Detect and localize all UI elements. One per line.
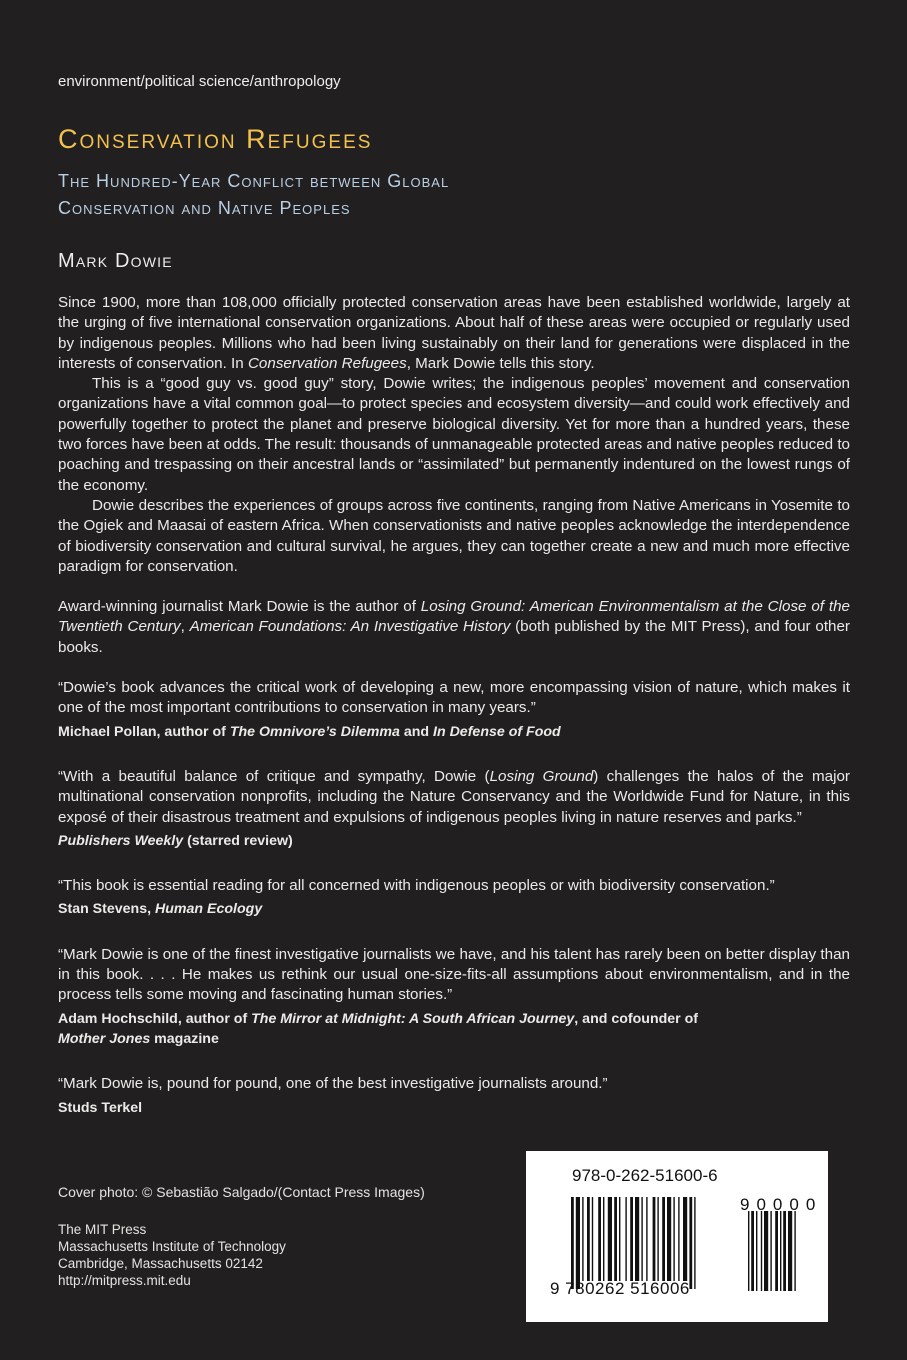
barcode-bar bbox=[694, 1197, 695, 1289]
barcode-bar bbox=[582, 1197, 583, 1281]
description-paragraph-3: Dowie describes the experiences of groups across five continents, ranging from Native Americans in Yosemite to the Ogiek and Maasai of eastern Africa. When conservationists and native peoples acknowledge the interdependence of biodiversity conservation and cultural survival, he argues, they can together create a new and much more effective paradigm for conservation. bbox=[58, 496, 850, 575]
cover-photo-credit: Cover photo: © Sebastião Salgado/(Contact Press Images) bbox=[58, 1184, 425, 1200]
barcode-bar bbox=[619, 1197, 620, 1281]
barcode-bar bbox=[646, 1197, 647, 1281]
subtitle-line-1: The Hundred-Year Conflict between Global bbox=[58, 171, 450, 191]
barcode-bar bbox=[603, 1197, 604, 1281]
review-quote: “Mark Dowie is one of the finest investigative journalists we have, and his talent has rarely been on better display than in this book. . . . He makes us rethink our usual one-size-fits-all assumptions about environmentalism, and in the process tells some moving and fascinating human stories.” bbox=[58, 945, 850, 1004]
publisher-info bbox=[58, 1221, 286, 1289]
book-subtitle bbox=[58, 168, 449, 222]
book-title: Conservation Refugees bbox=[58, 124, 373, 154]
barcode-addon-bar bbox=[783, 1211, 786, 1291]
publisher-institution: Massachusetts Institute of Technology bbox=[58, 1239, 286, 1254]
barcode-bar bbox=[630, 1197, 633, 1281]
barcode-addon-bar bbox=[751, 1211, 754, 1291]
barcode-bar bbox=[625, 1197, 626, 1281]
author-bio: Award-winning journalist Mark Dowie is the author of Losing Ground: American Environmentalism at the Close of the Twentieth Century, American Foundations: An Investigative History (both published by the MIT Press), and four other books. bbox=[58, 598, 850, 656]
barcode-bar bbox=[657, 1197, 658, 1281]
barcode-bar bbox=[592, 1197, 593, 1281]
barcode-addon-bar bbox=[748, 1211, 749, 1291]
barcode-addon-bar bbox=[780, 1211, 781, 1291]
barcode-addon-bar bbox=[775, 1211, 778, 1291]
price-code: 90000 bbox=[740, 1195, 823, 1214]
blurb-body bbox=[58, 293, 850, 1118]
barcode-bar bbox=[635, 1197, 639, 1281]
subject-category: environment/political science/anthropology bbox=[58, 73, 341, 90]
publisher-name: The MIT Press bbox=[58, 1222, 147, 1237]
barcode-bar bbox=[587, 1197, 590, 1281]
barcode-addon-bar bbox=[794, 1211, 795, 1291]
review-quote: “Dowie’s book advances the critical work of developing a new, more encompassing vision of nature, which makes it one of the most important contributions to conservation in many years.” bbox=[58, 679, 850, 717]
barcode-bar bbox=[667, 1197, 671, 1281]
barcode-bar bbox=[598, 1197, 601, 1281]
subtitle-line-2: Conservation and Native Peoples bbox=[58, 198, 351, 218]
barcode-bar bbox=[608, 1197, 612, 1281]
review-attribution: Studs Terkel bbox=[58, 1099, 143, 1116]
review-quote: “With a beautiful balance of critique and sympathy, Dowie (Losing Ground) challenges the halos of the major multinational conservation nonprofits, including the Nature Conservancy and the Worldwide Fund for Nature, in this exposé of their disastrous treatment and expulsions of indigenous peoples living in nature reserves and parks.” bbox=[58, 767, 850, 826]
barcode-bar bbox=[689, 1197, 692, 1289]
review-quote: “Mark Dowie is, pound for pound, one of the best investigative journalists around.” bbox=[58, 1075, 608, 1093]
review-attribution: Michael Pollan, author of The Omnivore’s Dilemma and In Defense of Food bbox=[58, 723, 561, 740]
barcode-bar bbox=[614, 1197, 617, 1281]
review-attribution: Publishers Weekly (starred review) bbox=[58, 832, 293, 849]
barcode-bar bbox=[641, 1197, 642, 1281]
isbn-barcode bbox=[526, 1151, 828, 1322]
barcode-bar bbox=[653, 1197, 656, 1281]
description-paragraph-1: Since 1900, more than 108,000 officially protected conservation areas have been established worldwide, largely at the urging of five international conservation organizations. About half of these areas were occupied or regularly used by indigenous peoples. Millions who had been living sustainably on their land for generations were displaced in the interests of conservation. In Conservation Refugees, Mark Dowie tells this story. bbox=[58, 294, 850, 372]
barcode-addon-bar bbox=[770, 1211, 771, 1291]
description-paragraph-2: This is a “good guy vs. good guy” story, Dowie writes; the indigenous peoples’ movement and conservation organizations have a vital common goal—to protect species and ecosystem diversity—and could work effectively and powerfully together to protect the planet and preserve biological diversity. Yet for more than a hundred years, these two forces have been at odds. The result: thousands of unmanageable protected areas and native peoples reduced to poaching and trespassing on their ancestral lands or “assimilated” but permanently indentured on the lowest rungs of the economy. bbox=[58, 375, 850, 494]
publisher-url: http://mitpress.mit.edu bbox=[58, 1273, 191, 1288]
barcode-digits: 9 780262 516006 bbox=[550, 1279, 690, 1298]
barcode-bar bbox=[673, 1197, 674, 1281]
barcode-bar bbox=[662, 1197, 665, 1281]
barcode-bar bbox=[683, 1197, 687, 1281]
publisher-address: Cambridge, Massachusetts 02142 bbox=[58, 1256, 263, 1271]
barcode-addon-bar bbox=[764, 1211, 768, 1291]
barcode-bar bbox=[571, 1197, 574, 1289]
barcode-addon-bar bbox=[788, 1211, 792, 1291]
author-name: Mark Dowie bbox=[58, 250, 173, 272]
review-attribution: Adam Hochschild, author of The Mirror at Midnight: A South African Journey, and cofounder of Mother Jones magazine bbox=[58, 1010, 699, 1047]
isbn-number: 978-0-262-51600-6 bbox=[572, 1166, 718, 1185]
review-quote: “This book is essential reading for all concerned with indigenous peoples or with biodiversity conservation.” bbox=[58, 877, 775, 895]
barcode-bar bbox=[576, 1197, 580, 1289]
review-attribution: Stan Stevens, Human Ecology bbox=[58, 901, 263, 918]
barcode-addon-bar bbox=[756, 1211, 757, 1291]
barcode-bar bbox=[678, 1197, 679, 1281]
barcode-addon-bar bbox=[761, 1211, 762, 1291]
